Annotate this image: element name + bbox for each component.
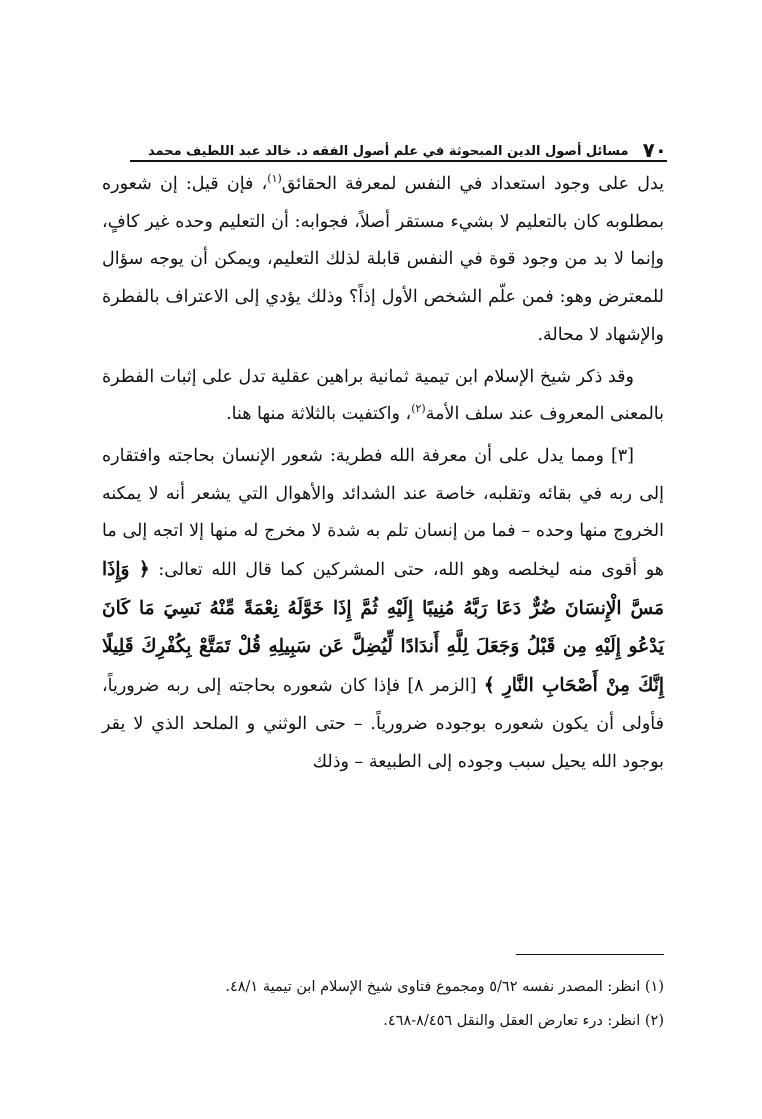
- page-number: ٧٠: [642, 138, 667, 162]
- body-text: [102, 166, 664, 781]
- quran-verse: ﴿ وَإِذَا مَسَّ الْإِنسَانَ ضُرٌّ دَعَا رَبَّهُ مُنِيبًا إِلَيْهِ ثُمَّ إِذَا خَوَّلَهُ نِعْمَةً مِّنْهُ نَسِيَ مَا كَانَ يَدْعُو إِلَيْهِ مِن قَبْلُ وَجَعَلَ لِلَّهِ أَندَادًا لِّيُضِلَّ عَن سَبِيلِهِ قُلْ تَمَتَّعْ بِكُفْرِكَ قَلِيلًا إِنَّكَ مِنْ أَصْحَابِ النَّارِ ﴾: [102, 559, 664, 697]
- footnote-ref-2: (٢): [411, 402, 426, 416]
- paragraph-2: وقد ذكر شيخ الإسلام ابن تيمية ثمانية براهين عقلية تدل على إثبات الفطرة بالمعنى المعروف عند سلف الأمة$^{(٢)}$، واكتفيت بالثلاثة منها هنا.: [101, 366, 664, 425]
- page-header: [130, 136, 667, 160]
- running-title: مسائل أصول الدين المبحوثة في علم أصول الفقه د. خالد عبد اللطيف محمد: [147, 144, 629, 159]
- footnote-ref-1: (١): [267, 172, 282, 186]
- footnote-1: (١) انظر: المصدر نفسه ٥/٦٢ ومجموع فتاوى شيخ الإسلام ابن تيمية ٤٨/١.: [225, 979, 664, 995]
- paragraph-1: يدل على وجود استعداد في النفس لمعرفة الحقائق$^{(١)}$، فإن قيل: إن شعوره بمطلوبه كان بالتعليم لا بشيء مستقر أصلاً، فجوابه: أن التعليم وحده غير كافٍ، وإنما لا بد من وجود قوة في النفس قابلة لذلك التعليم، ويمكن أن يوجه سؤال للمعترض وهو: فمن علّم الشخص الأول إذاً؟ وذلك يؤدي إلى الاعتراف بالفطرة والإشهاد لا محالة.: [102, 172, 665, 345]
- footnotes: [102, 970, 664, 1038]
- footnote-separator: [516, 954, 664, 955]
- footnote-2: (٢) انظر: درء تعارض العقل والنقل ٨/٤٥٦-٤٦٨.: [383, 1013, 664, 1029]
- paragraph-3: [٣] ومما يدل على أن معرفة الله فطرية: شعور الإنسان بحاجته وافتقاره إلى ربه في بقائه وتقلبه، خاصة عند الشدائد والأهوال التي يشعر أنه لا يمكنه الخروج منها وحده – فما من إنسان تلم به شدة لا مخرج له منها إلا اتجه إلى ما هو أقوى منه ليخلصه وهو الله، حتى المشركين كما قال الله تعالى: ﴿ وَإِذَا مَسَّ الْإِنسَانَ ضُرٌّ دَعَا رَبَّهُ مُنِيبًا إِلَيْهِ ثُمَّ إِذَا خَوَّلَهُ نِعْمَةً مِّنْهُ نَسِيَ مَا كَانَ يَدْعُو إِلَيْهِ مِن قَبْلُ وَجَعَلَ لِلَّهِ أَندَادًا لِّيُضِلَّ عَن سَبِيلِهِ قُلْ تَمَتَّعْ بِكُفْرِكَ قَلِيلًا إِنَّكَ مِنْ أَصْحَابِ النَّارِ ﴾ [الزمر ٨] فإذا كان شعوره بحاجته إلى ربه ضرورياً، فأولى أن يكون شعوره بوجوده ضرورياً. – حتى الوثني و الملحد الذي لا يقر بوجود الله يحيل سبب وجوده إلى الطبيعة – وذلك: [102, 445, 664, 772]
- verse-reference: [الزمر ٨]: [407, 676, 477, 697]
- header-rule: [130, 160, 667, 162]
